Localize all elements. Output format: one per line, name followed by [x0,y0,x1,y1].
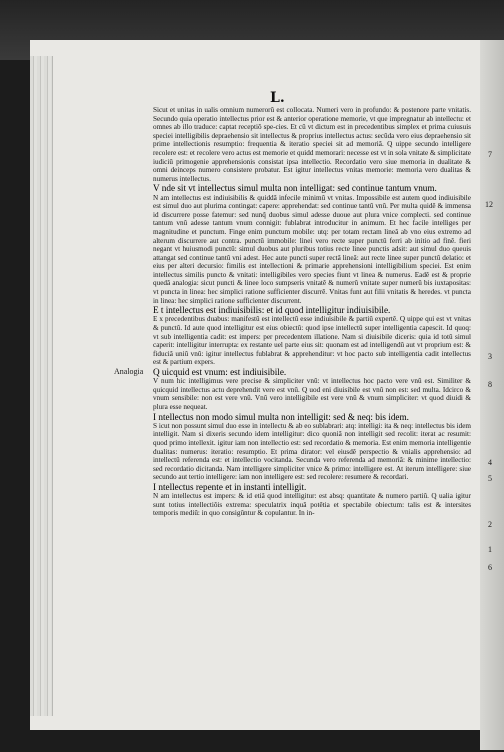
section-heading: I ntellectus non modo simul multa non intelligit: sed & neq: bis idem. [153,411,409,422]
text-paragraph: V num hic intelligimus vere precise & simpliciter vnũ: vt intellectus hoc pacto vere vnũ est. Similiter & quicquid intellectus actu deprehendit vere est vnũ. Q uod eni diuisibile est vnũ non est: sed multa. Idcirco & vnum sensibile: non est vere vnũ. Vnũ vero intelligibile est vere vnũ & vnum simpliciter: vt quod diuidi & plura esse nequeat. [153,377,471,412]
text-paragraph: E x precedentibus duabus: manifestũ est intellectũ esse indiuisibile & partiũ expertẽ. Q uippe qui est vt vnitas & punctũ. Id aute quod intelligitur est eius obiectũ: quod ipse intellectũ super intelligentia capescit. Id quoq: vt sub intelligentia cadit: est impers: per precedentem illatione. Nam si diuisibile diceris: quia id totũ simul caperit: intelligitur interrupta: ex restante uel parte eius sit: quonam est ad intelligendũ aut vt proprium est: & fiduciã uniũ vnũ: igitur intellectus fublabrat & apprehenditur: vt hoc pacto sub intelligentia cadit intellectus est & partium expers. [153,315,471,367]
margin-number: 1 [488,545,492,554]
margin-number: 8 [488,380,492,389]
section-heading: Q uicquid est vnum: est indiuisibile. [153,367,287,378]
margin-number: 3 [488,352,492,361]
margin-number: 2 [488,520,492,529]
margin-number: 12 [485,200,493,209]
section-heading: I ntellectus repente et in instanti intelligit. [153,481,307,492]
folio-number: L. [270,90,285,106]
text-paragraph: N am intellectus est indiuisibilis & quiddã infecile minimũ vt vnitas. Impossibile est autem quod indiuisibile est simul duo aut plurima contingat: capere: apprehendat: sed continue tantũ vnũ. Per multa quidẽ & immensa id discurrere posse fatemur: sed nunq̃ duobus simul adesse duoue aut plura vnice complecti. sed continue tantum vnũ adesse tantum vnum connigit: fublabrat introducitur in animum. Et hec facile intelliges per magnitudine et punctum. Finge enim punctum mobile: utq: per totam rectam lineã ab vno eius extremo ad alterum discurrere aut contra. punctũ immobile: linei vero recte super punctũ ferri ab initio ad finẽ. fieri negant vt huiusmodi punctũ: simul duobus aut pluribus totius recte linee punctis adsit: aut simul duo queuis attangat sed continue tantũ vni adest. Hec aute puncti super rectã lineã: aut recte linee super punctũ delatio: et eius per alteri decursio: fimilis est intellectioni & primarie apprehensioni intelligibilium speciei. Est enim intellectus similis puncto & vnitati: intelligibiles vero species fiunt vt linea & numerus. Eadẽ est & proprie quedã analogia: sicut puncti & linee loco sumpseris vnitatẽ & numerũ vnitate super numerũ bis iuxtapositas: vt puncta in linea: hec simplici ratione sufficienter discurrẽ. Vnitas funt aut filii vnitatis & heredes. vt puncta in linea: hec simplici ratione sufficienter discurrent. [153,193,471,305]
text-paragraph: S icut non possunt simul duo esse in intellectu & ab eo sublabrari: atq: intelligi: ita & neq: intellectus bis idem intelligit. Nam si dixeris secundo idem intelligitur: dico quoniã non intelligit sed recolit: iterat ac resumit: quod primo intellexit. igitur iam non intellectio est: sed recordatio & memoria. Est enim memoria intelligentie dualitas: numerus: iteratio: resumptio. Et prima dirator: vel eiusdẽ perspectio & vnialis apprehensio: ad intellectũ referenda est: et intellectio vocitanda. Secunda vero referenda ad memoriã: & minime intellectio: sed recordatio dicitanda. Nam intelligere simpliciter vnice & primo: intelligere est. At iterum intelligere: siue secundo aut tertio intelligere: iam non intelligere est: sed recolere: resumere & recordari. [153,421,471,482]
margin-number: 5 [488,474,492,483]
text-paragraph: N am intellectus est impers: & id etiã quod intelligitur: est absq: quantitate & numero partiũ. Q ualia igitur sunt totius intellectiõis extrema: speculatrix inquã potẽtia et spectabile obiectum: talis est & intersites temporis mediũ: in quo consigũntur & copulantur. In in- [153,492,471,518]
section-heading: E t intellectus est indiuisibilis: et id quod intelligitur indiuisibile. [153,305,391,316]
adjacent-page-edge [480,40,504,750]
margin-note-analogia: Analogia [114,367,144,376]
margin-number: 7 [488,150,492,159]
margin-number: 6 [488,563,492,572]
main-text-block [153,106,471,518]
margin-number: 4 [488,458,492,467]
page-fold-edges [30,56,53,716]
text-paragraph: Sicut et unitas in ualis omnium numerorũ est collocata. Numeri vero in profundo: & postenore parte vnitatis. Secundo quia operatio intellectus prior est & anterior operatione memorie, vt que impregnatur ab intellectu: et omnes ab illo traduce: captat receptiõ spe-cies. Et cũ vt dictum est in precedentibus simplex et prima cuiusuis speciei intelligibilis depraehensio sit intellectus & proprius intellectus actus: secũda vero eius depraehensio sit prime intellectionis resumptio: frequentia & iteratio speciei sit ad memoriã. Q uippe secundo intelligere recolere est: et recolere vero actus est memorie et quidd memorari: necesse est vt in sola vnitate & simplicitate iudiciũ primogenie apprehensionis consistat ipsa intellectio. Recordatio vero siue memoria in dualitate & omni deinceps numero consistere probatur. Est igitur intellectus vnitas memorie: memoria vero dualitas & numerus intellectus. [153,106,471,183]
section-heading: V nde sit vt intellectus simul multa non intelligat: sed continue tantum vnum. [153,183,437,194]
